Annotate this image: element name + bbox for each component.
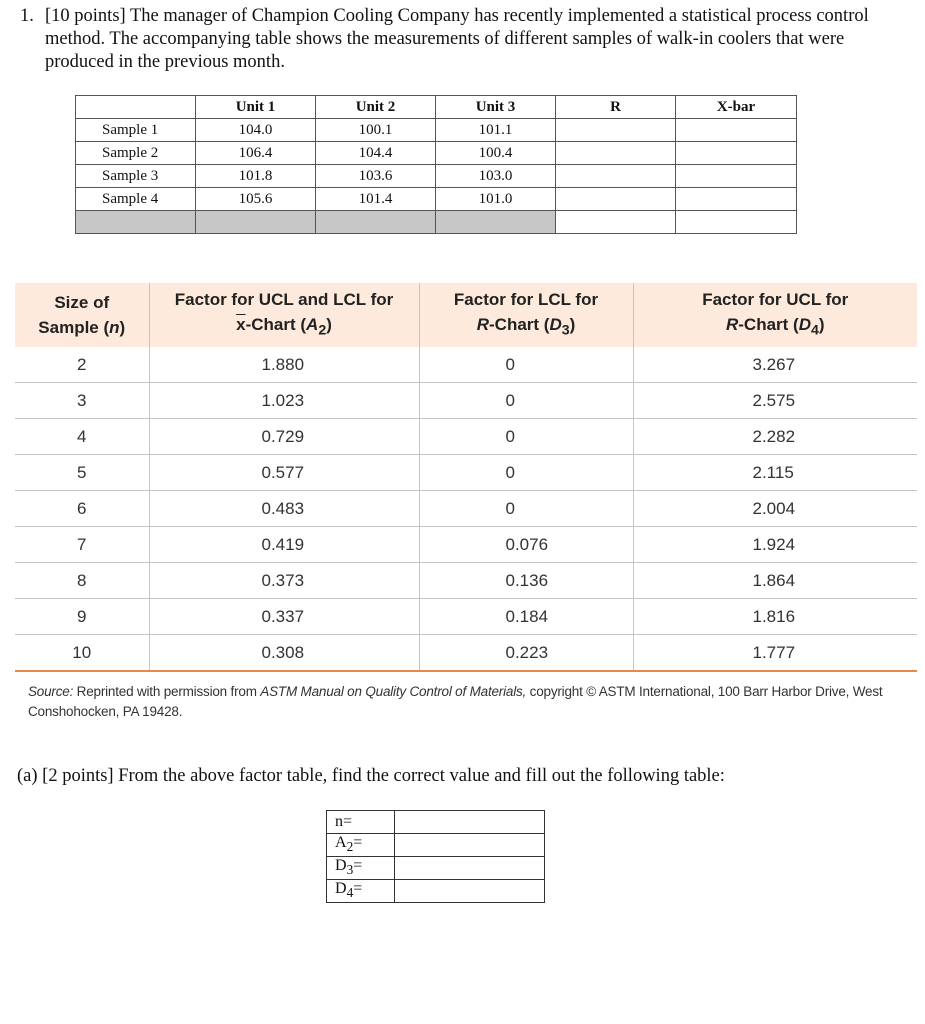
n-answer-cell[interactable] xyxy=(395,811,545,834)
xbar-blank-cell xyxy=(676,165,797,188)
a2-value: 0.577 xyxy=(149,455,419,491)
d3-value: 0 xyxy=(419,491,633,527)
d3-value: 0.184 xyxy=(419,599,633,635)
unit1-value: 101.8 xyxy=(196,165,316,188)
part-a-prompt: (a) [2 points] From the above factor table, find the correct value and fill out the following table: xyxy=(17,766,725,786)
r-blank-cell xyxy=(556,165,676,188)
samples-header-unit1: Unit 1 xyxy=(196,96,316,119)
n-value: 2 xyxy=(77,354,87,374)
xbar-blank-cell xyxy=(676,119,797,142)
d4-label: $D_4=$ xyxy=(327,880,395,903)
samples-table xyxy=(75,95,797,234)
table-row xyxy=(15,383,917,419)
d4-value: 1.816 xyxy=(633,599,917,635)
table-row xyxy=(15,455,917,491)
n-value: 4 xyxy=(15,419,149,455)
r-blank-cell xyxy=(556,119,676,142)
factor-header-row xyxy=(15,283,917,347)
unit1-value: 105.6 xyxy=(196,188,316,211)
r-blank-cell xyxy=(556,142,676,165)
shaded-cell xyxy=(196,211,316,234)
unit3-value: 103.0 xyxy=(436,165,556,188)
a2-value: 0.483 xyxy=(149,491,419,527)
table-row xyxy=(327,880,545,903)
unit3-value: 101.0 xyxy=(436,188,556,211)
d4-value: 3.267 xyxy=(633,347,917,383)
table-row xyxy=(327,857,545,880)
d4-value: 2.115 xyxy=(633,455,917,491)
sample-label: Sample 3 xyxy=(76,165,196,188)
d4-value: 1.777 xyxy=(633,635,917,672)
source-citation: Source: Reprinted with permission from ASTM Manual on Quality Control of Materials, copyright © ASTM International, 100 Barr Harbor Drive, West Conshohocken, PA 19428. xyxy=(28,684,883,719)
a2-value: 0.729 xyxy=(149,419,419,455)
n-value: 6 xyxy=(15,491,149,527)
xbar-bar-blank-cell xyxy=(676,211,797,234)
samples-header-blank xyxy=(76,96,196,119)
a2-value: 0.373 xyxy=(149,563,419,599)
summary-row xyxy=(76,211,797,234)
d3-value: 0.223 xyxy=(419,635,633,672)
shaded-cell xyxy=(76,211,196,234)
sample-label: Sample 4 xyxy=(76,188,196,211)
question-number: 1. xyxy=(20,6,34,26)
r-bar-blank-cell xyxy=(556,211,676,234)
unit2-value: 101.4 xyxy=(316,188,436,211)
a2-label: $A_2=$ xyxy=(327,834,395,857)
d3-value: 0 xyxy=(419,383,633,419)
fill-in-table xyxy=(326,810,545,903)
samples-header-unit3: Unit 3 xyxy=(436,96,556,119)
table-row xyxy=(76,188,797,211)
d4-answer-cell[interactable] xyxy=(395,880,545,903)
table-row xyxy=(76,142,797,165)
a2-value: 0.308 xyxy=(149,635,419,672)
d3-value: 0 xyxy=(419,455,633,491)
d4-value: 2.282 xyxy=(633,419,917,455)
factor-table xyxy=(15,283,917,672)
header-d4-factor: Factor for UCL for R-Chart $(D_4)$ xyxy=(633,283,917,347)
question-heading xyxy=(20,5,900,74)
table-row xyxy=(15,563,917,599)
table-row xyxy=(15,599,917,635)
unit1-value: 104.0 xyxy=(196,119,316,142)
header-a2-factor: Factor for UCL and LCL for $\overline{x}$-Chart $(A_2)$ xyxy=(149,283,419,347)
d3-answer-cell[interactable] xyxy=(395,857,545,880)
sample-label: Sample 2 xyxy=(76,142,196,165)
d3-value: 0 xyxy=(419,347,633,383)
table-row xyxy=(15,491,917,527)
unit3-value: 101.1 xyxy=(436,119,556,142)
a2-value: 0.419 xyxy=(149,527,419,563)
table-row xyxy=(327,811,545,834)
table-row xyxy=(15,347,917,383)
d3-value: 0.136 xyxy=(419,563,633,599)
r-blank-cell xyxy=(556,188,676,211)
d3-value: 0 xyxy=(419,419,633,455)
source-title: ASTM Manual on Quality Control of Materials, xyxy=(260,684,527,699)
question-text: [10 points] The manager of Champion Cooling Company has recently implemented a statistical process control method. The accompanying table shows the measurements of different samples of walk-in coolers that were produced in the previous month. xyxy=(45,6,869,72)
d3-label: $D_3=$ xyxy=(327,857,395,880)
shaded-cell xyxy=(316,211,436,234)
table-row xyxy=(15,419,917,455)
a2-value: 1.880 xyxy=(149,347,419,383)
d4-value: 1.864 xyxy=(633,563,917,599)
n-label: n= xyxy=(327,811,395,834)
n-value: 10 xyxy=(15,635,149,672)
samples-header-row xyxy=(76,96,797,119)
table-row xyxy=(327,834,545,857)
table-row xyxy=(76,119,797,142)
d4-value: 2.575 xyxy=(633,383,917,419)
sample-label: Sample 1 xyxy=(76,119,196,142)
unit2-value: 100.1 xyxy=(316,119,436,142)
table-row xyxy=(76,165,797,188)
source-label: Source: xyxy=(28,684,74,699)
header-sample-size: Size of Sample (n) xyxy=(15,283,149,347)
a2-value: 1.023 xyxy=(149,383,419,419)
d3-value: 0.076 xyxy=(419,527,633,563)
table-row xyxy=(15,635,917,672)
unit2-value: 104.4 xyxy=(316,142,436,165)
xbar-blank-cell xyxy=(676,188,797,211)
samples-header-xbar: X-bar xyxy=(676,96,797,119)
unit1-value: 106.4 xyxy=(196,142,316,165)
xbar-blank-cell xyxy=(676,142,797,165)
shaded-cell xyxy=(436,211,556,234)
d4-value: 2.004 xyxy=(633,491,917,527)
a2-value: 0.337 xyxy=(149,599,419,635)
samples-header-r: R xyxy=(556,96,676,119)
d4-value: 1.924 xyxy=(633,527,917,563)
unit3-value: 100.4 xyxy=(436,142,556,165)
samples-header-unit2: Unit 2 xyxy=(316,96,436,119)
n-value: 9 xyxy=(15,599,149,635)
n-value: 3 xyxy=(15,383,149,419)
header-d3-factor: Factor for LCL for R-Chart $(D_3)$ xyxy=(419,283,633,347)
unit2-value: 103.6 xyxy=(316,165,436,188)
table-row xyxy=(15,527,917,563)
n-value: 5 xyxy=(15,455,149,491)
n-value: 8 xyxy=(15,563,149,599)
a2-answer-cell[interactable] xyxy=(395,834,545,857)
n-value: 7 xyxy=(15,527,149,563)
